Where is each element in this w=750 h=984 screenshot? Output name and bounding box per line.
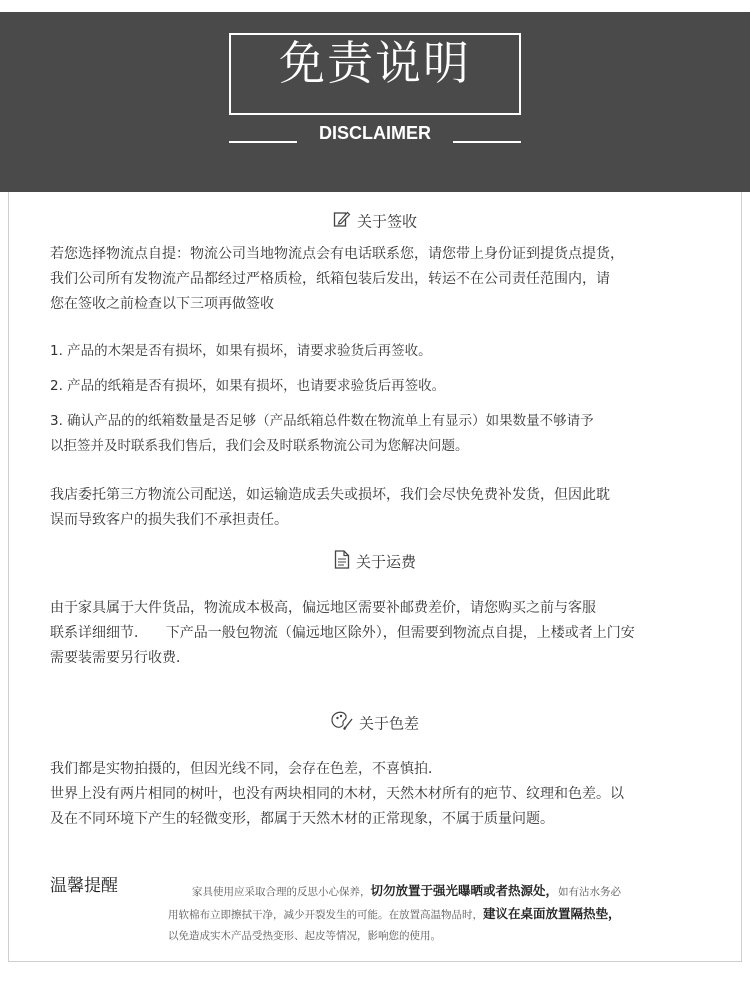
pen-edit-icon [333,210,351,233]
shipping-text [50,596,710,671]
text-line: 1. 产品的木架是否有损坏，如果有损坏，请要求验货后再签收。 [50,343,432,359]
page-subtitle: DISCLAIMER [319,123,431,143]
text-line: 我们都是实物拍摄的，但因光线不同，会存在色差，不喜慎拍． [50,761,442,777]
text-line: 需要装需要另行收费． [50,650,190,666]
text-line: 2. 产品的纸箱是否有损坏，如果有损坏，也请要求验货后再签收。 [50,378,446,394]
reminder-emphasis: 建议在桌面放置隔热垫， [483,906,621,921]
reminder-segment: 如有沾水务必 [558,886,622,898]
text-line [168,903,728,926]
section-heading-shipping [0,550,750,574]
text-line [168,926,728,947]
receipt-closing [50,483,710,533]
page-title: 免责说明 [279,36,471,90]
palette-icon [331,711,353,736]
receipt-item-3 [50,409,710,459]
text-line: 误而导致客户的损失我们不承担责任。 [50,512,288,528]
receipt-intro [50,242,710,317]
text-line: 世界上没有两片相同的树叶，也没有两块相同的木材，天然木材所有的疤节、纹理和色差。以 [50,786,624,802]
reminder-segment: 以免造成实木产品受热变形、起皮等情况，影响您的使用。 [168,930,441,942]
reminder-emphasis: 切勿放置于强光曝晒或者热源处， [370,883,559,898]
section-heading-receipt [0,210,750,233]
reminder-title: 温馨提醒 [50,876,118,896]
receipt-item-1 [50,339,710,364]
section-heading-color [0,711,750,736]
text-line: 我店委托第三方物流公司配送，如运输造成丢失或损坏，我们会尽快免费补发货，但因此耽 [50,487,610,503]
section-title: 关于色差 [358,714,419,733]
document-icon [334,550,350,574]
text-line [168,880,728,903]
section-title: 关于签收 [356,212,417,231]
color-text [50,757,710,832]
receipt-item-2 [50,374,710,399]
text-line: 您在签收之前检查以下三项再做签收 [50,296,274,312]
text-line: 若您选择物流点自提：物流公司当地物流点会有电话联系您，请您带上身份证到提货点提货， [50,246,624,262]
reminder-segment: 用软棉布立即擦拭干净，减少开裂发生的可能。在放置高温物品时， [168,909,483,921]
text-line: 3. 确认产品的的纸箱数量是否足够（产品纸箱总件数在物流单上有显示）如果数量不够请予 [50,413,594,429]
text-line: 联系详细细节． 下产品一般包物流（偏远地区除外），但需要到物流点自提，上楼或者上门安 [50,625,635,641]
text-line: 以拒签并及时联系我们售后，我们会及时联系物流公司为您解决问题。 [50,438,469,454]
text-line: 由于家具属于大件货品，物流成本极高，偏远地区需要补邮费差价，请您购买之前与客服 [50,600,596,616]
reminder-text [168,880,728,947]
reminder-segment: 家具使用应采取合理的反思小心保养， [192,886,371,898]
text-line: 及在不同环境下产生的轻微变形，都属于天然木材的正常现象，不属于质量问题。 [50,811,554,827]
text-line: 我们公司所有发物流产品都经过严格质检，纸箱包装后发出，转运不在公司责任范围内，请 [50,271,610,287]
section-title: 关于运费 [355,553,416,571]
